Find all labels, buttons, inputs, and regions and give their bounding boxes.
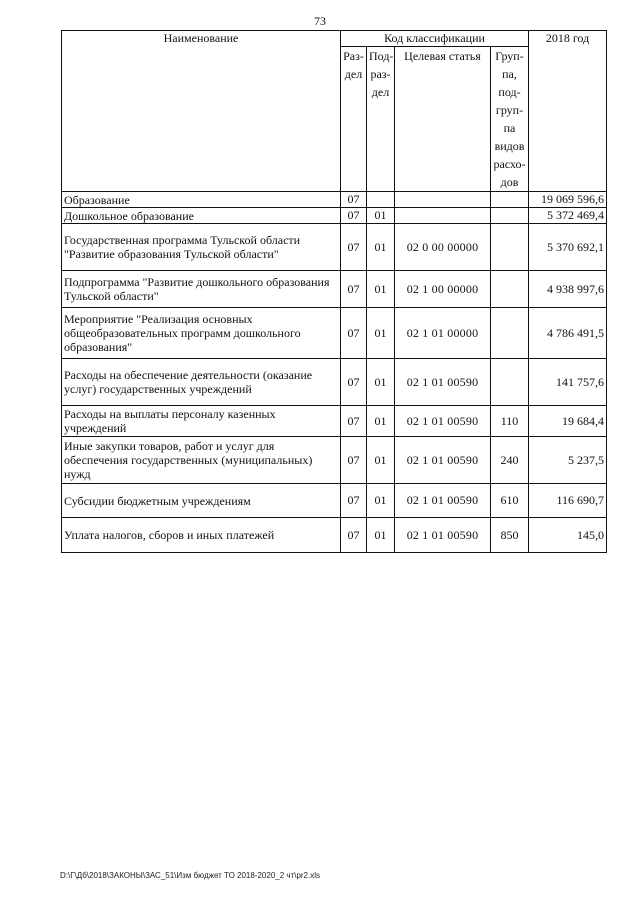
row-group <box>491 271 529 308</box>
row-razdel: 07 <box>341 406 367 437</box>
row-razdel: 07 <box>341 484 367 518</box>
row-target: 02 1 01 00590 <box>395 406 491 437</box>
row-razdel: 07 <box>341 192 367 208</box>
row-podrazdel: 01 <box>367 359 395 406</box>
row-group <box>491 308 529 359</box>
row-name: Субсидии бюджетным учреждениям <box>62 484 341 518</box>
row-group <box>491 208 529 224</box>
table-row <box>62 271 607 308</box>
row-podrazdel: 01 <box>367 518 395 553</box>
row-name: Подпрограмма "Развитие дошкольного образования Тульской области" <box>62 271 341 308</box>
row-amount: 4 786 491,5 <box>529 308 607 359</box>
table-row <box>62 359 607 406</box>
row-group <box>491 359 529 406</box>
row-razdel: 07 <box>341 518 367 553</box>
row-amount: 141 757,6 <box>529 359 607 406</box>
row-razdel: 07 <box>341 359 367 406</box>
row-amount: 19 069 596,6 <box>529 192 607 208</box>
row-group <box>491 224 529 271</box>
row-name: Иные закупки товаров, работ и услуг для обеспечения государственных (муниципальных) нужд <box>62 437 341 484</box>
row-group: 850 <box>491 518 529 553</box>
row-podrazdel: 01 <box>367 208 395 224</box>
row-amount: 116 690,7 <box>529 484 607 518</box>
header-target-article: Целевая статья <box>395 47 491 192</box>
row-razdel: 07 <box>341 271 367 308</box>
header-classification-code: Код классификации <box>341 31 529 47</box>
row-podrazdel <box>367 192 395 208</box>
row-name: Расходы на выплаты персоналу казенных учреждений <box>62 406 341 437</box>
header-row-top <box>62 31 607 47</box>
budget-table <box>61 30 607 553</box>
row-name: Расходы на обеспечение деятельности (оказание услуг) государственных учреждений <box>62 359 341 406</box>
row-razdel: 07 <box>341 308 367 359</box>
header-podrazdel: Под- раз- дел <box>367 47 395 192</box>
row-target <box>395 208 491 224</box>
row-name: Государственная программа Тульской области "Развитие образования Тульской области" <box>62 224 341 271</box>
row-target <box>395 192 491 208</box>
header-year: 2018 год <box>529 31 607 192</box>
row-name: Дошкольное образование <box>62 208 341 224</box>
row-podrazdel: 01 <box>367 224 395 271</box>
row-name: Образование <box>62 192 341 208</box>
table-row <box>62 406 607 437</box>
row-amount: 19 684,4 <box>529 406 607 437</box>
row-amount: 145,0 <box>529 518 607 553</box>
row-group: 610 <box>491 484 529 518</box>
row-podrazdel: 01 <box>367 437 395 484</box>
row-target: 02 1 01 00590 <box>395 518 491 553</box>
row-target: 02 1 01 00000 <box>395 308 491 359</box>
table-row <box>62 208 607 224</box>
row-amount: 5 237,5 <box>529 437 607 484</box>
row-name: Мероприятие "Реализация основных общеобразовательных программ дошкольного образования" <box>62 308 341 359</box>
row-target: 02 1 01 00590 <box>395 359 491 406</box>
row-target: 02 1 01 00590 <box>395 484 491 518</box>
row-razdel: 07 <box>341 208 367 224</box>
row-target: 02 0 00 00000 <box>395 224 491 271</box>
table-row <box>62 192 607 208</box>
row-podrazdel: 01 <box>367 484 395 518</box>
row-group: 240 <box>491 437 529 484</box>
header-expense-group: Груп- па, под- груп- па видов расхо- дов <box>491 47 529 192</box>
file-path-footer: D:\Г\Дб\2018\ЗАКОНЫ\ЗАС_51\Изм бюджет ТО 2018-2020_2 чт\pr2.xls <box>60 871 321 880</box>
table-row <box>62 484 607 518</box>
header-name: Наименование <box>62 31 341 192</box>
row-podrazdel: 01 <box>367 271 395 308</box>
row-podrazdel: 01 <box>367 406 395 437</box>
header-razdel: Раз- дел <box>341 47 367 192</box>
row-amount: 5 372 469,4 <box>529 208 607 224</box>
row-target: 02 1 00 00000 <box>395 271 491 308</box>
table-row <box>62 437 607 484</box>
table-row <box>62 518 607 553</box>
row-podrazdel: 01 <box>367 308 395 359</box>
table-row <box>62 224 607 271</box>
row-amount: 4 938 997,6 <box>529 271 607 308</box>
row-amount: 5 370 692,1 <box>529 224 607 271</box>
row-group <box>491 192 529 208</box>
row-razdel: 07 <box>341 437 367 484</box>
row-group: 110 <box>491 406 529 437</box>
row-target: 02 1 01 00590 <box>395 437 491 484</box>
row-name: Уплата налогов, сборов и иных платежей <box>62 518 341 553</box>
page-number: 73 <box>314 14 326 28</box>
row-razdel: 07 <box>341 224 367 271</box>
table-row <box>62 308 607 359</box>
